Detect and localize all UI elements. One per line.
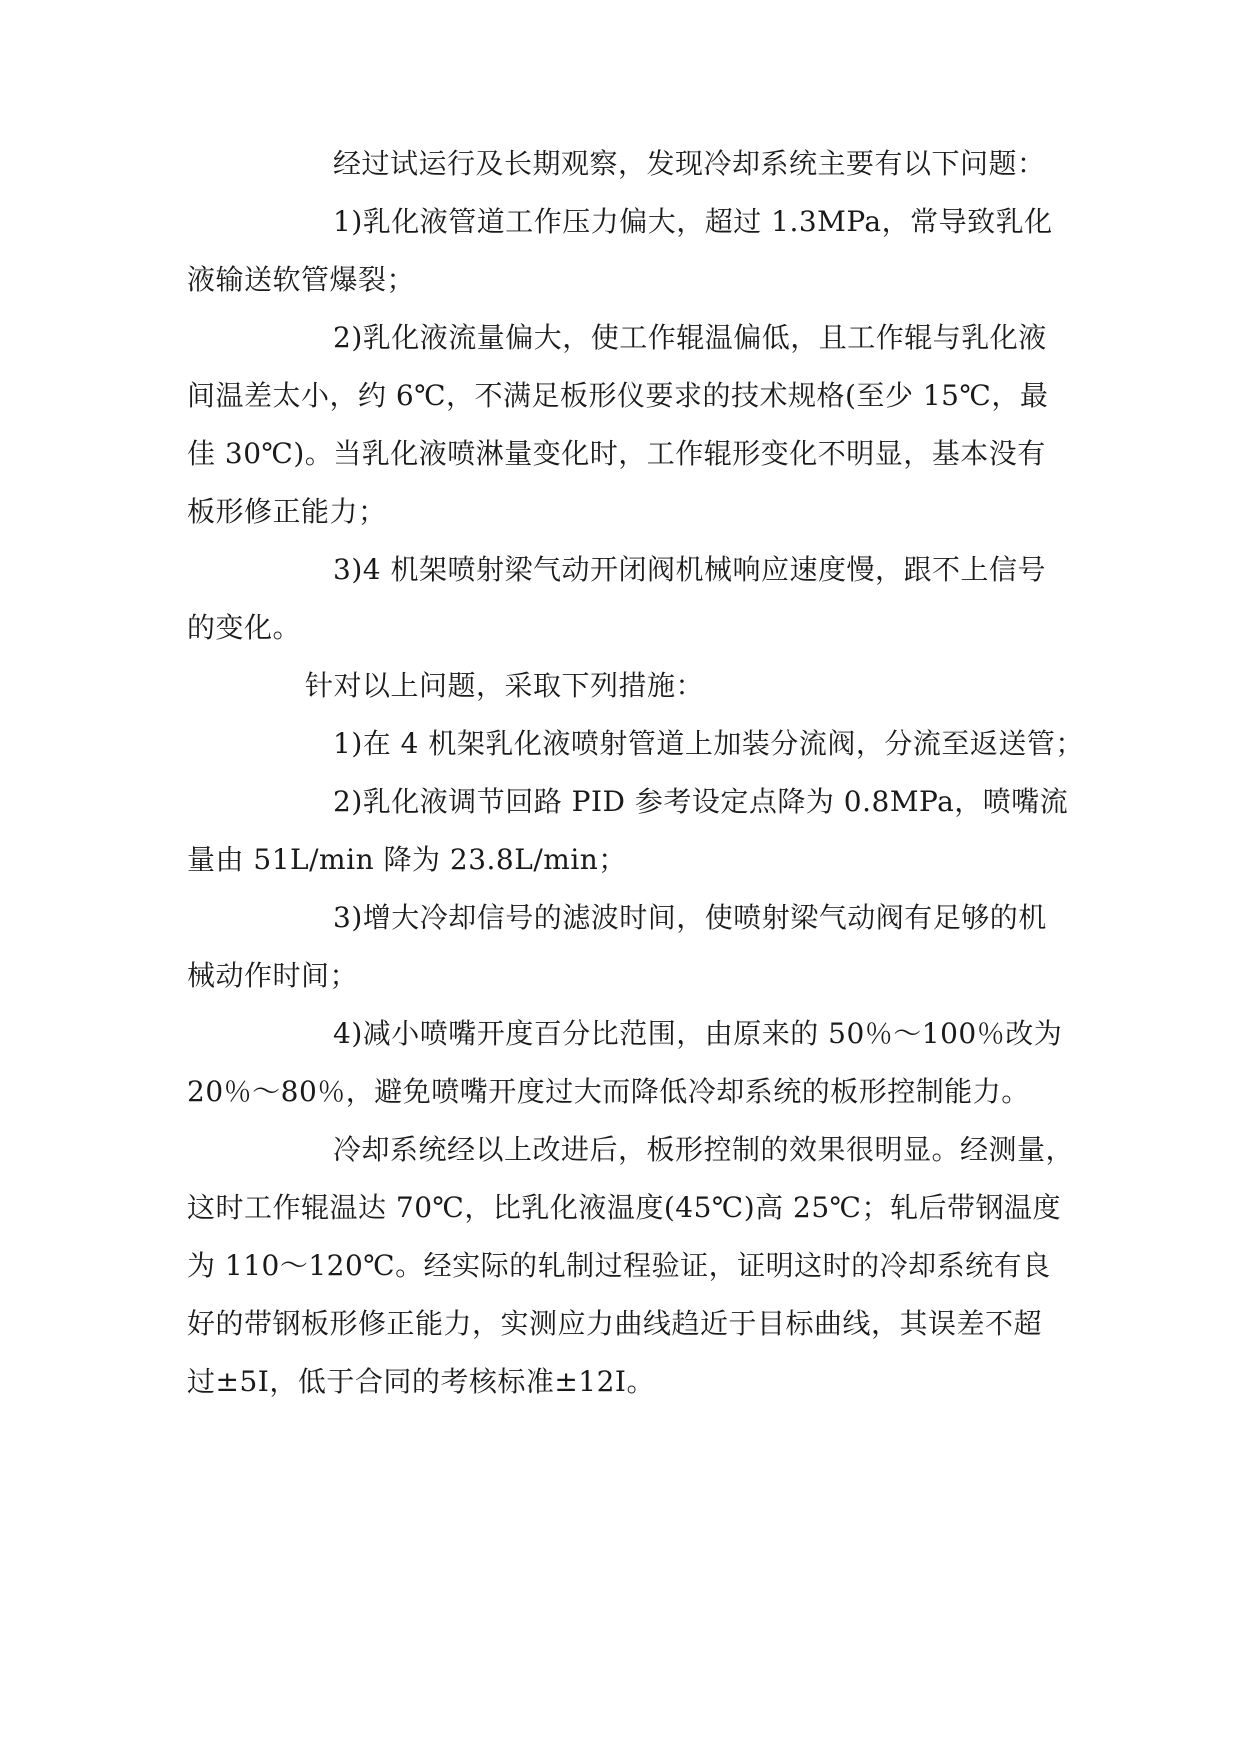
paragraph-line: 液输送软管爆裂；	[187, 263, 416, 296]
paragraph-line: 2)乳化液调节回路 PID 参考设定点降为 0.8MPa，喷嘴流	[333, 785, 1069, 818]
paragraph-line: 1)在 4 机架乳化液喷射管道上加装分流阀，分流至返送管；	[333, 727, 1084, 760]
paragraph-line: 的变化。	[187, 611, 302, 644]
paragraph-line: 过±5I，低于合同的考核标准±12I。	[187, 1365, 655, 1398]
paragraph-line: 量由 51L/min 降为 23.8L/min；	[187, 843, 627, 876]
paragraph-line: 经过试运行及长期观察，发现冷却系统主要有以下问题：	[333, 147, 1046, 180]
paragraph-line: 冷却系统经以上改进后，板形控制的效果很明显。经测量，	[333, 1133, 1075, 1166]
paragraph-line: 这时工作辊温达 70℃，比乳化液温度(45℃)高 25℃；轧后带钢温度	[187, 1191, 1062, 1224]
paragraph-line: 3)4 机架喷射梁气动开闭阀机械响应速度慢，跟不上信号	[333, 553, 1046, 586]
paragraph-line: 2)乳化液流量偏大，使工作辊温偏低，且工作辊与乳化液	[333, 321, 1047, 354]
paragraph-line: 3)增大冷却信号的滤波时间，使喷射梁气动阀有足够的机	[333, 901, 1047, 934]
paragraph-line: 4)减小喷嘴开度百分比范围，由原来的 50％～100％改为	[333, 1017, 1063, 1050]
paragraph-line: 20％～80％，避免喷嘴开度过大而降低冷却系统的板形控制能力。	[187, 1075, 1030, 1108]
paragraph-line: 械动作时间；	[187, 959, 359, 992]
paragraph-line: 间温差太小，约 6℃，不满足板形仪要求的技术规格(至少 15℃，最	[187, 379, 1049, 412]
paragraph-line: 板形修正能力；	[187, 495, 387, 528]
paragraph-line: 佳 30℃)。当乳化液喷淋量变化时，工作辊形变化不明显，基本没有	[187, 437, 1046, 470]
paragraph-line: 1)乳化液管道工作压力偏大，超过 1.3MPa，常导致乳化	[333, 205, 1053, 238]
paragraph-line: 好的带钢板形修正能力，实测应力曲线趋近于目标曲线，其误差不超	[187, 1307, 1043, 1340]
paragraph-line: 为 110～120℃。经实际的轧制过程验证，证明这时的冷却系统有良	[187, 1249, 1051, 1282]
paragraph-line: 针对以上问题，采取下列措施：	[305, 669, 705, 702]
